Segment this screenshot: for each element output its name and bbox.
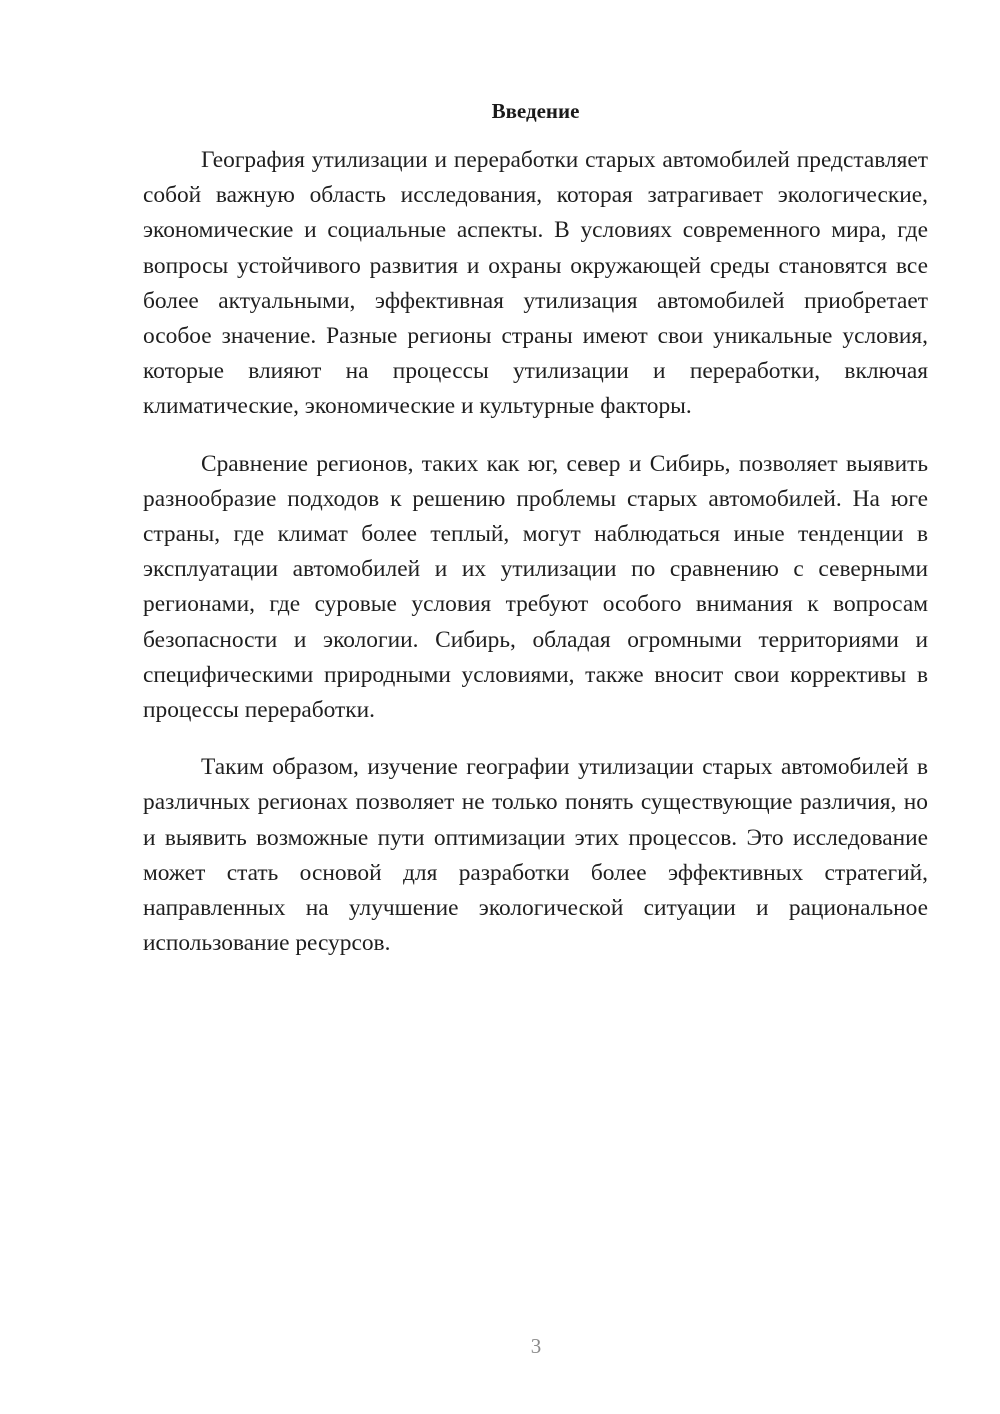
paragraph-2: Сравнение регионов, таких как юг, север и Сибирь, позволяет выявить разнообразие подходов к решению проблемы старых автомобилей. На юге страны, где климат более теплый, могут наблюдаться иные тенденции в эксплуатации автомобилей и их утилизации по сравнению с северными регионами, где суровые условия требуют особого внимания к вопросам безопасности и экологии. Сибирь, обладая огромными территориями и специфическими природными условиями, также вносит свои коррективы в процессы переработки. xyxy=(143,450,928,724)
body-text xyxy=(143,143,928,983)
paragraph-3: Таким образом, изучение географии утилизации старых автомобилей в различных регионах позволяет не только понять существующие различия, но и выявить возможные пути оптимизации этих процессов. Это исследование может стать основой для разработки более эффективных стратегий, направленных на улучшение экологической ситуации и рациональное использование ресурсов. xyxy=(143,754,928,957)
page-number: 3 xyxy=(530,1334,542,1358)
paragraph-1: География утилизации и переработки старых автомобилей представляет собой важную область исследования, которая затрагивает экологические, экономические и социальные аспекты. В условиях современного мира, где вопросы устойчивого развития и охраны окружающей среды становятся все более актуальными, эффективная утилизация автомобилей приобретает особое значение. Разные регионы страны имеют свои уникальные условия, которые влияют на процессы утилизации и переработки, включая климатические, экономические и культурные факторы. xyxy=(143,147,928,420)
page-title: Введение xyxy=(491,99,580,123)
